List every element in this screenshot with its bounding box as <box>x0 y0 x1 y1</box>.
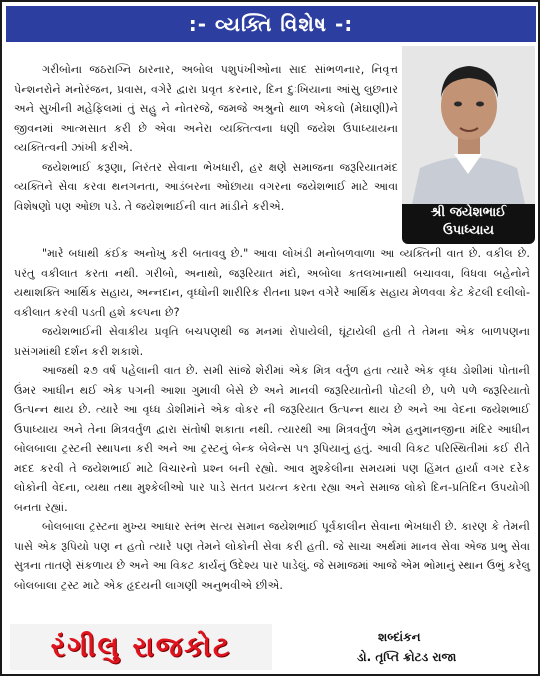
article-paragraph-4: જયેશભાઈની સેવાકીય પ્રવૃતિ બચપણથી જ મનમાં રોપાયેલી, ઘૂંટાયેલી હતી તે તેમના એક બાળપણના પ્રસંગમાંથી દર્શન કરી શકાશે. <box>14 325 530 358</box>
person-portrait-icon <box>402 46 535 204</box>
article-paragraph-6: બોલબાલા ટ્રસ્ટના મુખ્ય આધાર સ્તંભ સત્ય સમાન જયેશભાઈ પૂર્વકાલીન સેવાના ભેખધારી છે. કારણ કે તેમની પાસે એક રૂપિયો પણ ન હતો ત્યારે પણ તેમને લોકોની સેવા કરી હતી. જે સાચા અર્થમાં માનવ સેવા એજ પ્રભુ સેવા સુત્રના તાતણે સંકળાય છે અને આ વિકટ કાર્યનું ઉદેશ્ય પાર પાડેલું. જે સમાજમાં આજે એમ ભોમાનું સ્થાન ઉભું કરેલુ બોલબાલા ટ્રસ્ટ માટે એક હૃદયની લાગણી અનુભવીએ છીએ. <box>14 520 530 592</box>
article-paragraph-2: જયેશભાઈ કરૂણા, નિરંતર સેવાના ભેખધારી, હર ક્ષણે સમાજના જરૂરિયાતમંદ વ્યક્તિને સેવા કરવા થનગનતા, આડંબરના ઓછાયા વગરના જયેશભાઈ માટે આવા વિશેષણો પણ ઓછા પડે. તે જયેશભાઈની વાત માંડીને કરીએ. <box>14 160 398 213</box>
logo-text: રંગીલુ રાજકોટ <box>50 630 232 663</box>
article-paragraph-3: "મારે બધાથી કંઈક અનોખુ કરી બતાવવુ છે." આવા લોખંડી મનોબળવાળા આ વ્યક્તિની વાત છે. વકીલ છે. પરંતુ વકીલાત કરતા નથી. ગરીબો, અનાથો, જરૂરિયાત મંદો, અબોલા કતલખાનાથી બચાવવા, વિધવા બહેનોને યથાશક્તિ આર્થિક સહાય, અન્નદાન, વૃધ્ધોની શારીરિક રીતના પ્રશ્ન વગેરે આર્થિક સહાય મેળવવા કેટ કેટલી દલીલો-વકીલાત કરવી પડતી હશે કલ્પના છે? <box>14 247 530 319</box>
profile-photo <box>402 46 535 204</box>
caption-surname: ઉપાધ્યાય <box>442 223 495 238</box>
article-paragraph-5: આજથી ૨૭ વર્ષ પહેલાની વાત છે. સમી સાંજે શેરીમાં એક મિત્ર વર્તુળ હતા ત્યારે એક વૃધ્ધ ડોશીમાં પોતાની ઉંમર આધીન થઈ એક પગની આશા ગુમાવી બેસે છે અને માનવી જરૂરિયાતોની પોટલી છે, પળે પળે જરૂરિયાતો ઉત્પન્ન થાય છે. ત્યારે આ વૃધ્ધ ડોશીમાંને એક વોકર ની જરૂરિયાત ઉત્પન્ન થાય છે અને આ વેદના જયેશભાઈ ઉપાધ્યાય અને તેના મિત્રવર્તુળ દ્વારા સંતોષી શકાતા નથી. ત્યારથી આ મિત્રવર્તુળ એમ હનુમાનજીના મંદિર આધીન બોલબાલા ટ્રસ્ટની સ્થાપના કરી અને આ ટ્રસ્ટનું બેન્ક બેલેન્સ ૫૧ રૂપિયાનું હતું. આવી વિકટ પરિસ્થિતીમાં કઈ રીતે મદદ કરવી તે જયેશભાઈ માટે વિચારનો પ્રશ્ન બની રહ્યો. આવ મુશ્કેલીના સમયમાં પણ હિંમત હાર્યા વગર દરેક લોકોની વેદના, વ્યથા તથા મુશ્કેલીઓ પાર પાડે સતત પ્રયત્ન કરતા રહ્યા અને સમાજ લોકો દિન-પ્રતિદિન ઉપયોગી બનતા રહ્યાં. <box>14 364 530 514</box>
page-title: :- વ્યક્તિ વિશેષ -: <box>188 12 354 36</box>
profile-caption <box>402 204 535 244</box>
caption-name: શ્રી જયેશભાઈ <box>430 205 507 220</box>
article-intro <box>14 60 398 216</box>
author-credit-name: ડો. તૃપ્તિ ક્રોટડ રાજા <box>357 650 457 664</box>
publication-logo <box>10 624 272 670</box>
author-credit-label: શબ્દાંકન <box>378 630 421 644</box>
title-band <box>6 6 536 42</box>
article-body <box>14 244 530 595</box>
article-paragraph-1: ગરીબોના જઠરાગ્નિ ઠારનાર, અબોલ પશુપંખીઓના સાદ સાંભળનાર, નિવૃત્ત પેન્શનરોને મનોરંજન, પ્રવાસ, વગેરે દ્વારા પ્રવૃત કરનાર, દિન દુઃખિયાના આંસુ લુછનાર અને સુખીની મહેફિલમાં તું સહુ ને નોતરજે, જમજે અશ્રુનો થાળ એકલો (મેઘાણી)ને જીવનમાં આત્મસાત કરી છે એવા અનેરા વ્યક્તિત્વના ધણી જયેશ ઉપાધ્યાયના વ્યક્તિત્વની ઝાંખી કરીએ. <box>14 63 398 154</box>
